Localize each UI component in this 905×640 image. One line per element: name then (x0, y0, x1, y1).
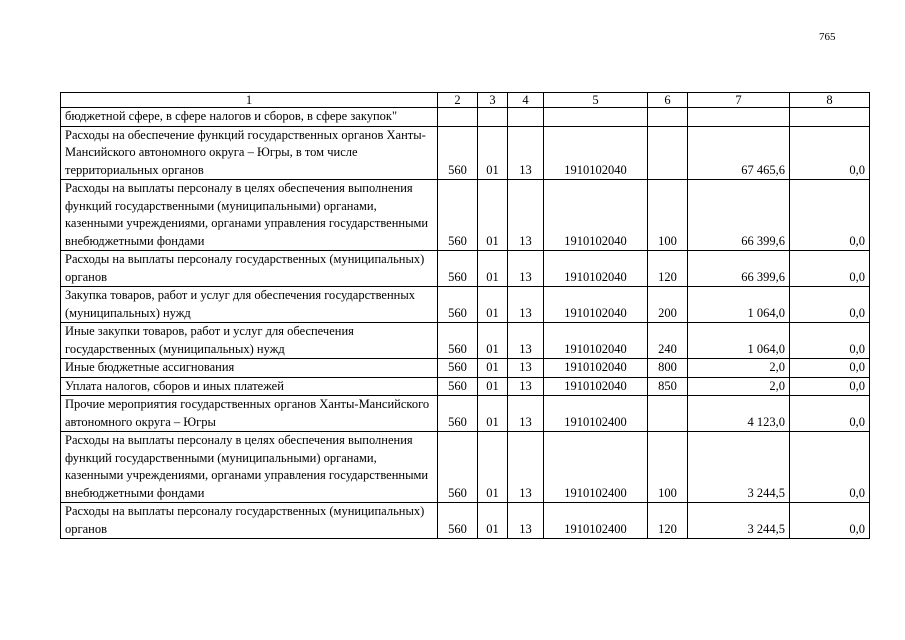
amount-cell: 3 244,5 (688, 503, 790, 539)
table-row (61, 108, 870, 127)
amount-2-cell: 0,0 (790, 396, 870, 432)
subsection-cell: 13 (508, 359, 544, 378)
subsection-cell: 13 (508, 180, 544, 251)
subsection-cell: 13 (508, 396, 544, 432)
description-cell: Расходы на выплаты персоналу государственных (муниципальных) органов (61, 251, 438, 287)
chapter-cell: 560 (438, 323, 478, 359)
table-row (61, 323, 870, 359)
table-row (61, 359, 870, 378)
section-cell: 01 (478, 432, 508, 503)
section-cell: 01 (478, 180, 508, 251)
header-cell: 5 (544, 93, 648, 108)
header-cell: 7 (688, 93, 790, 108)
table-row (61, 377, 870, 396)
amount-cell: 66 399,6 (688, 251, 790, 287)
chapter-cell: 560 (438, 432, 478, 503)
description-cell: Расходы на выплаты персоналу в целях обеспечения выполнения функций государственными (муниципальными) органами, казенными учреждениями, органами управления государственными внебюджетными фондами (61, 432, 438, 503)
section-cell: 01 (478, 359, 508, 378)
amount-cell: 3 244,5 (688, 432, 790, 503)
expense-type-cell: 800 (648, 359, 688, 378)
chapter-cell (438, 108, 478, 127)
description-cell: Иные бюджетные ассигнования (61, 359, 438, 378)
header-cell: 8 (790, 93, 870, 108)
subsection-cell: 13 (508, 251, 544, 287)
target-article-cell: 1910102040 (544, 377, 648, 396)
table-header-row (61, 93, 870, 108)
section-cell (478, 108, 508, 127)
expense-type-cell: 100 (648, 180, 688, 251)
description-cell: Прочие мероприятия государственных органов Ханты-Мансийского автономного округа – Югры (61, 396, 438, 432)
subsection-cell: 13 (508, 287, 544, 323)
table-row (61, 396, 870, 432)
expense-type-cell: 120 (648, 251, 688, 287)
target-article-cell: 1910102400 (544, 432, 648, 503)
amount-cell: 2,0 (688, 359, 790, 378)
subsection-cell: 13 (508, 432, 544, 503)
description-cell: Уплата налогов, сборов и иных платежей (61, 377, 438, 396)
description-cell: Расходы на выплаты персоналу в целях обеспечения выполнения функций государственными (муниципальными) органами, казенными учреждениями, органами управления государственными внебюджетными фондами (61, 180, 438, 251)
section-cell: 01 (478, 503, 508, 539)
description-cell: бюджетной сфере, в сфере налогов и сборов, в сфере закупок" (61, 108, 438, 127)
section-cell: 01 (478, 251, 508, 287)
header-cell: 1 (61, 93, 438, 108)
amount-cell: 67 465,6 (688, 126, 790, 180)
target-article-cell: 1910102040 (544, 287, 648, 323)
target-article-cell: 1910102040 (544, 251, 648, 287)
table-row (61, 126, 870, 180)
chapter-cell: 560 (438, 377, 478, 396)
header-cell: 4 (508, 93, 544, 108)
amount-cell: 1 064,0 (688, 323, 790, 359)
description-cell: Расходы на выплаты персоналу государственных (муниципальных) органов (61, 503, 438, 539)
amount-2-cell: 0,0 (790, 251, 870, 287)
amount-2-cell: 0,0 (790, 287, 870, 323)
section-cell: 01 (478, 377, 508, 396)
expense-type-cell (648, 126, 688, 180)
target-article-cell: 1910102400 (544, 396, 648, 432)
target-article-cell: 1910102400 (544, 503, 648, 539)
amount-cell (688, 108, 790, 127)
amount-2-cell (790, 108, 870, 127)
amount-2-cell: 0,0 (790, 377, 870, 396)
chapter-cell: 560 (438, 180, 478, 251)
expense-type-cell: 120 (648, 503, 688, 539)
amount-2-cell: 0,0 (790, 503, 870, 539)
header-cell: 3 (478, 93, 508, 108)
amount-cell: 2,0 (688, 377, 790, 396)
table-body (61, 93, 870, 539)
amount-2-cell: 0,0 (790, 323, 870, 359)
target-article-cell (544, 108, 648, 127)
subsection-cell: 13 (508, 323, 544, 359)
expense-type-cell (648, 108, 688, 127)
target-article-cell: 1910102040 (544, 359, 648, 378)
table-row (61, 251, 870, 287)
amount-cell: 4 123,0 (688, 396, 790, 432)
section-cell: 01 (478, 323, 508, 359)
subsection-cell: 13 (508, 377, 544, 396)
expense-type-cell: 850 (648, 377, 688, 396)
expense-type-cell: 100 (648, 432, 688, 503)
target-article-cell: 1910102040 (544, 126, 648, 180)
amount-2-cell: 0,0 (790, 359, 870, 378)
amount-cell: 66 399,6 (688, 180, 790, 251)
chapter-cell: 560 (438, 503, 478, 539)
expense-type-cell (648, 396, 688, 432)
amount-2-cell: 0,0 (790, 126, 870, 180)
table-row (61, 432, 870, 503)
chapter-cell: 560 (438, 287, 478, 323)
expense-type-cell: 200 (648, 287, 688, 323)
description-cell: Иные закупки товаров, работ и услуг для обеспечения государственных (муниципальных) нужд (61, 323, 438, 359)
section-cell: 01 (478, 396, 508, 432)
page-number: 765 (819, 31, 836, 43)
amount-cell: 1 064,0 (688, 287, 790, 323)
chapter-cell: 560 (438, 251, 478, 287)
description-cell: Расходы на обеспечение функций государственных органов Ханты-Мансийского автономного округа – Югры, в том числе территориальных органов (61, 126, 438, 180)
section-cell: 01 (478, 287, 508, 323)
description-cell: Закупка товаров, работ и услуг для обеспечения государственных (муниципальных) нужд (61, 287, 438, 323)
table-row (61, 503, 870, 539)
table-row (61, 180, 870, 251)
header-cell: 6 (648, 93, 688, 108)
target-article-cell: 1910102040 (544, 180, 648, 251)
subsection-cell: 13 (508, 126, 544, 180)
subsection-cell (508, 108, 544, 127)
expense-type-cell: 240 (648, 323, 688, 359)
header-cell: 2 (438, 93, 478, 108)
chapter-cell: 560 (438, 359, 478, 378)
chapter-cell: 560 (438, 126, 478, 180)
amount-2-cell: 0,0 (790, 432, 870, 503)
section-cell: 01 (478, 126, 508, 180)
budget-table (60, 92, 870, 539)
chapter-cell: 560 (438, 396, 478, 432)
subsection-cell: 13 (508, 503, 544, 539)
table-row (61, 287, 870, 323)
amount-2-cell: 0,0 (790, 180, 870, 251)
target-article-cell: 1910102040 (544, 323, 648, 359)
